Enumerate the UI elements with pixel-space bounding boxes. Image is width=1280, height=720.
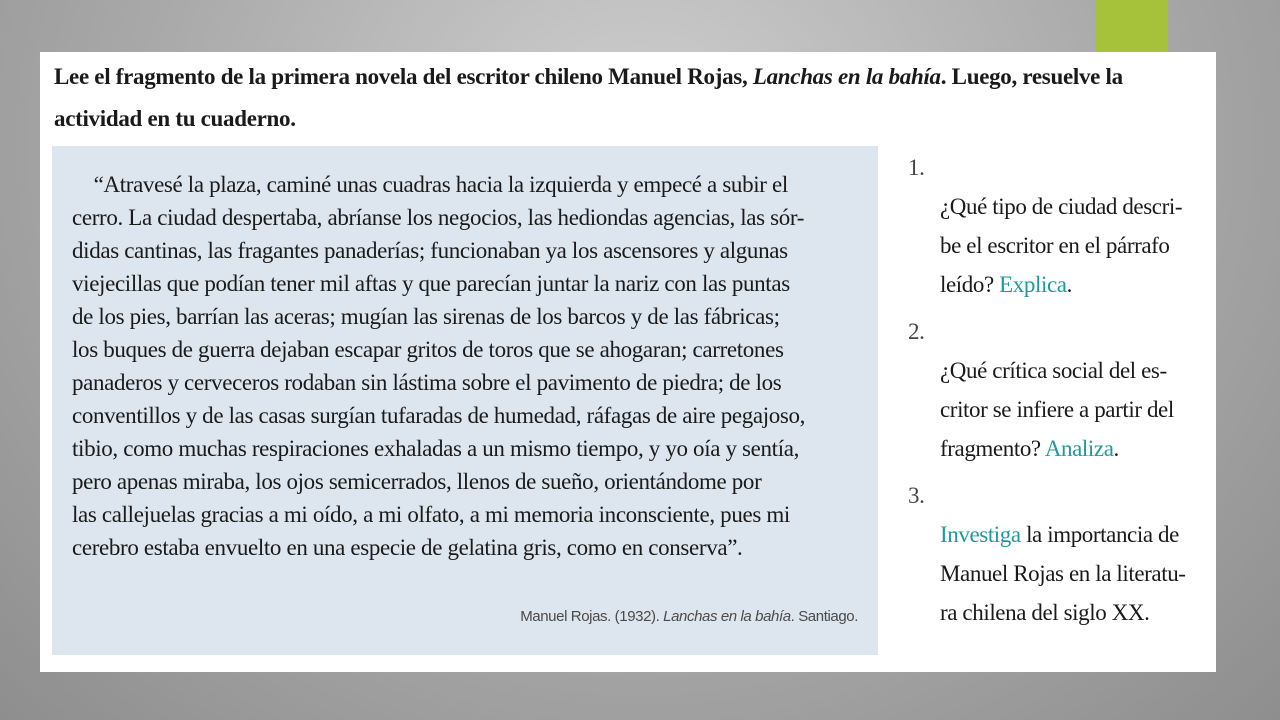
question-number: 2. [908,319,925,344]
question-tail: . [1066,272,1072,297]
excerpt-text: “Atravesé la plaza, caminé unas cuadras hacia la izquierda y empecé a subir el cerro. La ciudad despertaba, abríanse los negocios, las hediondas agencias, las sór- didas cantinas, las fragantes panaderías; funcionaban ya los ascensores y algunas viejecillas que podían tener mil aftas y que parecían juntar la nariz con las puntas de los pies, barrían las aceras; mugían las sirenas de los barcos y de las fábricas; los buques de guerra dejaban escapar gritos de toros que se ahogaran; carretones panaderos y cerveceros rodaban sin lástima sobre el pavimento de piedra; de los conventillos y de las casas surgían tufaradas de humedad, ráfagas de aire pegajoso, tibio, como muchas respiraciones exhaladas a un mismo tiempo, y yo oía y sentía, pero apenas miraba, los ojos semicerrados, llenos de sueño, orientándome por las callejuelas gracias a mi oído, a mi olfato, a mi memoria inconsciente, pues mi cerebro estaba envuelto en una especie de gelatina gris, como en conserva”. [72,172,806,560]
instruction-part-2: . Luego, resuelve la actividad en tu cuaderno. [54,64,1123,131]
instruction-text [54,56,1204,140]
question-1 [904,148,1204,304]
question-list [904,148,1204,640]
textbook-page-image [40,52,1216,672]
citation [520,608,858,625]
citation-place: . Santiago. [790,608,858,625]
question-verb: Analiza [1044,436,1114,461]
citation-title: Lanchas en la bahía [663,608,791,625]
accent-tab [1096,0,1168,54]
question-verb: Explica [999,272,1067,297]
question-text: ¿Qué crítica social del es- critor se infiere a partir del fragmento? [940,358,1174,461]
excerpt-box [52,146,878,655]
question-text: la importancia de Manuel Rojas en la literatu- ra chilena del siglo XX. [940,522,1186,625]
question-2 [904,312,1204,468]
novel-title: Lanchas en la bahía [752,64,941,89]
question-number: 3. [908,483,925,508]
question-number: 1. [908,155,925,180]
citation-author-year: Manuel Rojas. (1932). [520,608,664,625]
question-3 [904,476,1204,632]
question-text: ¿Qué tipo de ciudad descri- be el escritor en el párrafo leído? [940,194,1183,297]
question-tail: . [1113,436,1119,461]
instruction-part-1: Lee el fragmento de la primera novela del escritor chileno Manuel Rojas, [54,64,753,89]
question-verb: Investiga [940,522,1021,547]
